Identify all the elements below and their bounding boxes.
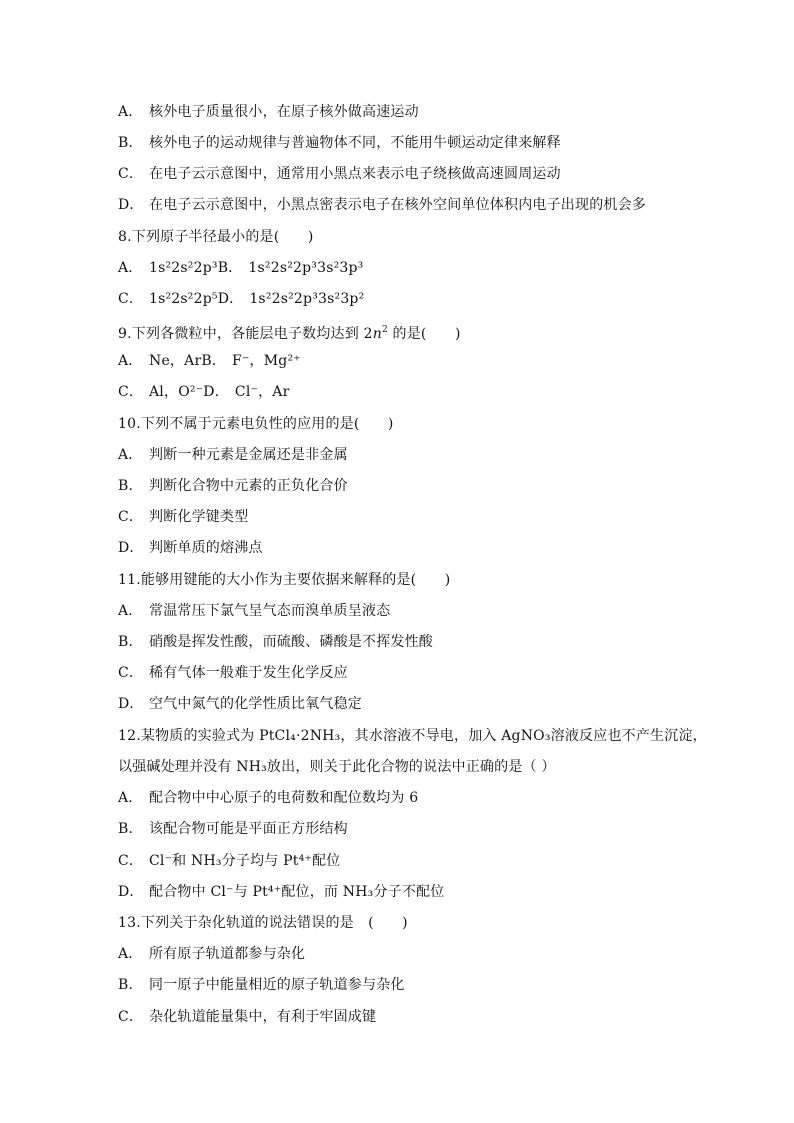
option-text: 配合物中 Cl⁻与 Pt⁴⁺配位，而 NH₃分子不配位 [149, 884, 445, 900]
stem-text: 的是( ) [387, 326, 461, 342]
option-text: Cl⁻，Ar [234, 384, 290, 400]
q9-options-cd [118, 383, 290, 401]
option-text: 判断化学键类型 [149, 509, 249, 525]
option-text: 1s²2s²2p³ [149, 260, 218, 276]
option-label: A． [118, 353, 143, 369]
option-label: B． [118, 634, 143, 650]
option-label: A． [118, 260, 143, 276]
q13-option-c [118, 1008, 376, 1026]
option-text: 空气中氮气的化学性质比氧气稳定 [149, 696, 362, 712]
q7-option-d [118, 196, 646, 214]
option-label: C． [118, 1009, 144, 1025]
option-text: 1s²2s²2p³3s²3p³ [248, 260, 364, 276]
q13-option-a [118, 945, 305, 963]
option-label: B． [118, 977, 143, 993]
q10-option-d [118, 539, 263, 557]
q10-stem: 10.下列不属于元素电负性的应用的是( ) [118, 416, 394, 432]
option-label: D． [118, 696, 144, 712]
option-label: C． [118, 166, 144, 182]
q11-stem: 11.能够用键能的大小作为主要依据来解释的是( ) [118, 572, 451, 588]
option-label: A． [118, 790, 143, 806]
q12-option-a [118, 789, 418, 807]
option-label: C． [118, 291, 144, 307]
option-text: Cl⁻和 NH₃分子均与 Pt⁴⁺配位 [149, 853, 341, 869]
q8-options-cd [118, 290, 364, 308]
option-label: B． [201, 353, 227, 369]
q8-options-ab [118, 259, 363, 277]
q10-option-c [118, 508, 248, 526]
option-text: Ne，Ar [149, 353, 202, 369]
option-label: B． [118, 478, 143, 494]
option-label: B． [118, 135, 143, 151]
q12-stem-line1: 12.某物质的实验式为 PtCl₄·2NH₃，其水溶液不导电，加入 AgNO₃溶液反应也不产生沉淀， [118, 728, 707, 744]
option-label: A． [118, 447, 143, 463]
option-label: A． [118, 603, 143, 619]
option-text: 判断化合物中元素的正负化合价 [149, 478, 348, 494]
option-text: F⁻，Mg²⁺ [232, 353, 301, 369]
q11-option-d [118, 695, 362, 713]
option-text: 判断单质的熔沸点 [149, 540, 263, 556]
option-text: 杂化轨道能量集中，有利于牢固成键 [149, 1009, 377, 1025]
q12-stem-line2: 以强碱处理并没有 NH₃放出，则关于此化合物的说法中正确的是（ ） [118, 759, 556, 775]
option-text: 在电子云示意图中，小黑点密表示电子在核外空间单位体积内电子出现的机会多 [149, 197, 646, 213]
option-label: D． [118, 197, 144, 213]
option-label: D． [118, 884, 144, 900]
option-text: Al，O²⁻ [149, 384, 204, 400]
q7-option-c [118, 165, 561, 183]
option-text: 常温常压下氯气呈气态而溴单质呈液态 [149, 603, 391, 619]
q12-option-b [118, 820, 348, 838]
exponent: 2 [381, 325, 388, 335]
q8-stem: 8.下列原子半径最小的是( ) [118, 229, 314, 245]
q7-option-b [118, 134, 561, 152]
option-text: 硝酸是挥发性酸，而硫酸、磷酸是不挥发性酸 [149, 634, 433, 650]
q11-option-c [118, 664, 348, 682]
q11-option-a [118, 602, 390, 620]
option-text: 判断一种元素是金属还是非金属 [149, 447, 348, 463]
option-text: 所有原子轨道都参与杂化 [149, 946, 306, 962]
option-text: 核外电子的运动规律与普遍物体不同，不能用牛顿运动定律来解释 [149, 135, 561, 151]
q13-stem: 13.下列关于杂化轨道的说法错误的是 ( ) [118, 915, 408, 931]
option-label: B． [118, 821, 143, 837]
option-label: D． [203, 384, 229, 400]
q12-option-d [118, 883, 444, 901]
q9-options-ab [118, 352, 301, 370]
option-label: D． [217, 291, 244, 307]
option-text: 1s²2s²2p³3s²3p² [249, 291, 365, 307]
option-text: 1s²2s²2p⁵ [149, 291, 218, 307]
option-text: 配合物中中心原子的电荷数和配位数均为 6 [149, 790, 419, 806]
q10-option-b [118, 477, 348, 495]
option-label: C． [118, 384, 144, 400]
option-text: 稀有气体一般难于发生化学反应 [149, 665, 348, 681]
option-text: 核外电子质量很小，在原子核外做高速运动 [149, 104, 419, 120]
q9-stem [118, 321, 461, 343]
option-label: C． [118, 853, 144, 869]
stem-text: 9.下列各微粒中，各能层电子数均达到 2 [118, 326, 373, 342]
q10-option-a [118, 446, 348, 464]
q11-option-b [118, 633, 433, 651]
option-label: B． [217, 260, 243, 276]
q7-option-a [118, 103, 419, 121]
option-text: 该配合物可能是平面正方形结构 [149, 821, 348, 837]
option-label: A． [118, 946, 143, 962]
option-label: C． [118, 665, 144, 681]
option-label: A． [118, 104, 143, 120]
q12-option-c [118, 852, 340, 870]
option-label: C． [118, 509, 144, 525]
q13-option-b [118, 976, 405, 994]
option-label: D． [118, 540, 144, 556]
option-text: 在电子云示意图中，通常用小黑点来表示电子绕核做高速圆周运动 [149, 166, 561, 182]
option-text: 同一原子中能量相近的原子轨道参与杂化 [149, 977, 405, 993]
variable-n: n [372, 326, 382, 342]
